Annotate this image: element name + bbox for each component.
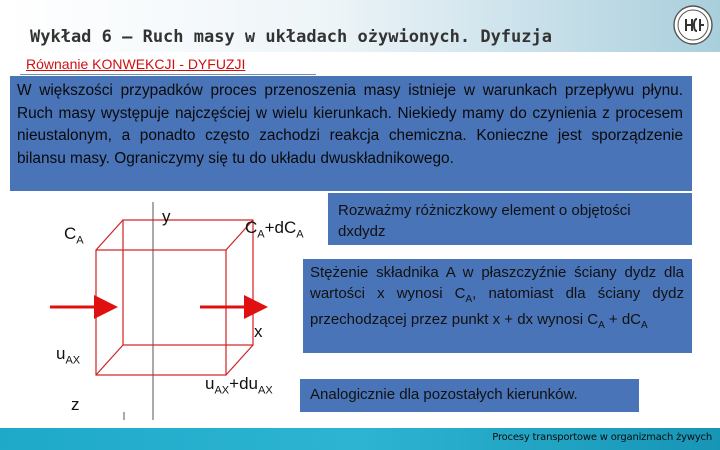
intro-paragraph: W większości przypadków proces przenoszenia masy istnieje w warunkach przepływu płynu. Ruch masy występuje najczęściej w wielu kierunkach. Niekiedy mamy do czynienia z procesem nieustalonym, a ponadto często zachodzi reakcja chemiczna. Konieczne jest sporządzenie bilansu masy. Ograniczymy się tu do układu dwuskładnikowego. <box>17 82 683 167</box>
ca-label: $C_A$ <box>64 224 84 247</box>
x-axis-label: x <box>254 322 263 341</box>
cube-edge <box>96 220 123 250</box>
ca-dca-label: $C_A+dC_A$ <box>245 218 304 241</box>
cube-edge <box>96 345 123 375</box>
footer-text: Procesy transportowe w organizmach żywych <box>492 432 712 443</box>
concentration-box: Stężenie składnika A w płaszczyźnie ściany dydz dla wartości x wynosi $C_A$, natomiast dla ściany dydz przechodzącej przez punkt x + dx wynosi $C_A + dC_A$ <box>303 259 692 353</box>
y-axis-label: y <box>162 207 171 226</box>
cube-front-face <box>96 250 226 375</box>
university-logo-icon <box>673 5 713 45</box>
slide-subtitle: Równanie KONWEKCJI - DYFUZJI <box>26 56 246 72</box>
intro-box <box>10 76 692 191</box>
cube-back-face <box>123 220 253 345</box>
cube-edge <box>226 345 253 375</box>
analogy-box: Analogicznie dla pozostałych kierunków. <box>300 379 639 412</box>
slide-title: Wykład 6 – Ruch masy w układach ożywionych. Dyfuzja <box>30 27 552 47</box>
uax-label: $u_{AX}$ <box>56 344 81 367</box>
z-axis-label: z <box>71 395 80 414</box>
element-box: Rozważmy różniczkowy element o objętości dxdydz <box>328 193 692 245</box>
uax-duax-label: $u_{AX}+du_{AX}$ <box>205 374 273 397</box>
